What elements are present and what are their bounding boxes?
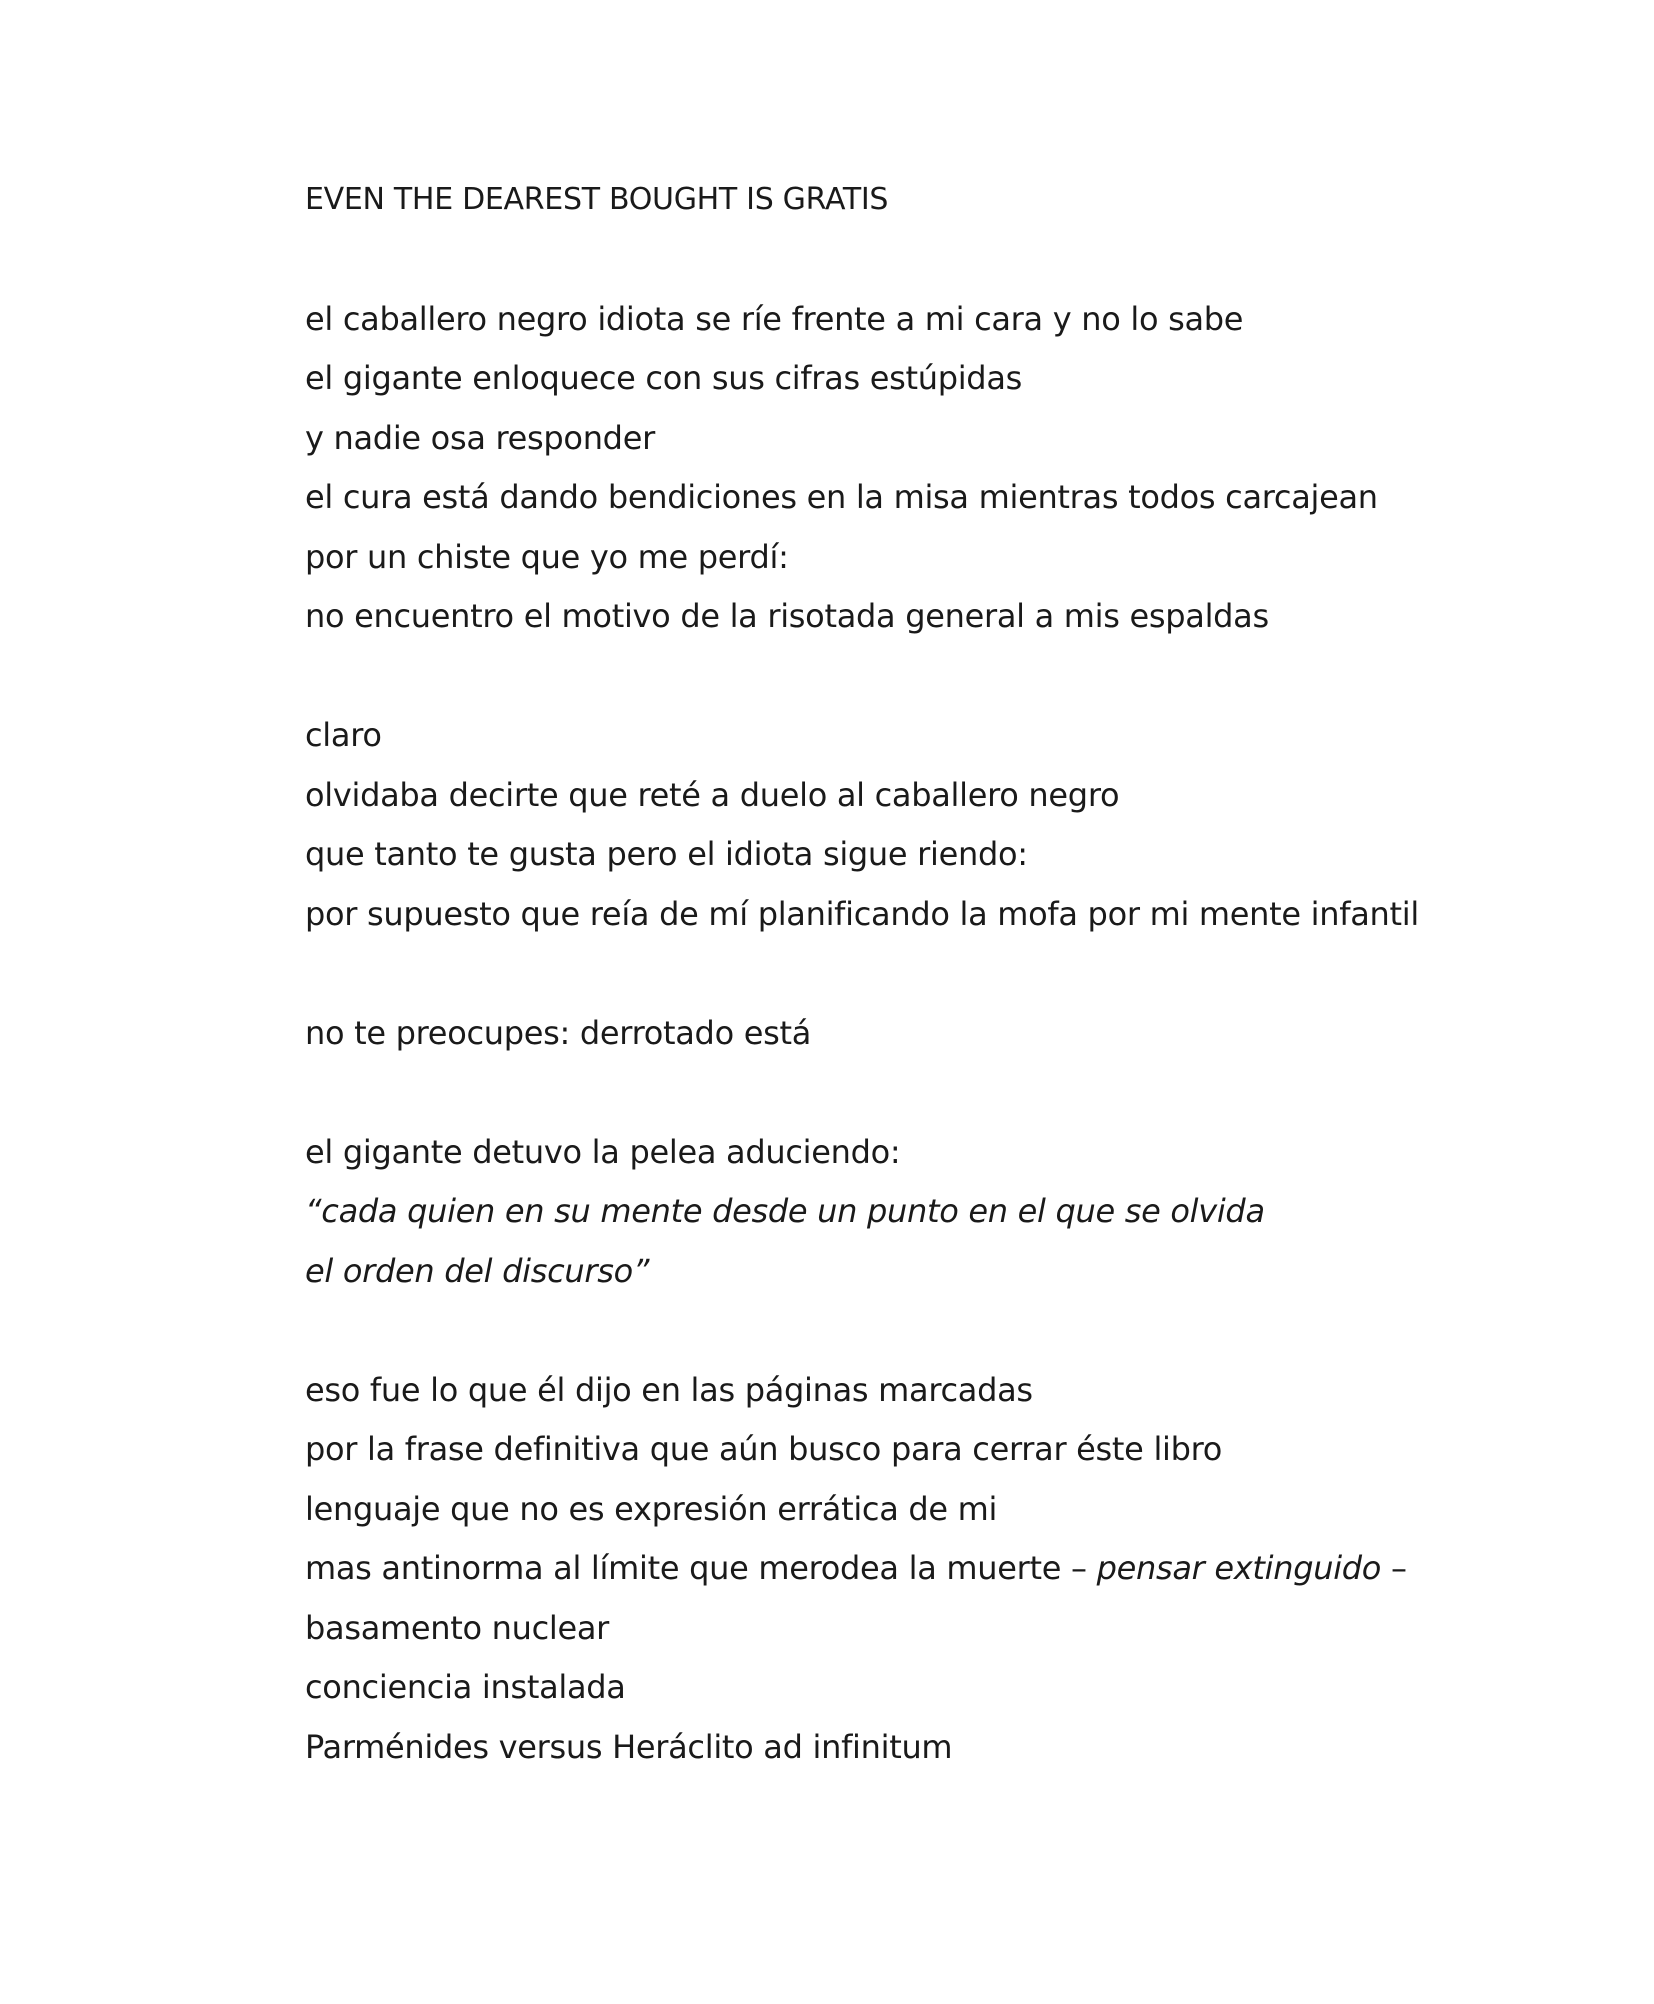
stanza-gap bbox=[305, 647, 1455, 707]
quoted-line: el orden del discurso” bbox=[305, 1251, 650, 1290]
poem-line: el cura está dando bendiciones en la misa mientras todos carcajean bbox=[305, 478, 1378, 516]
poem-line: eso fue lo que él dijo en las páginas marcadas bbox=[305, 1370, 1033, 1409]
poem-line: basamento nuclear bbox=[305, 1608, 610, 1647]
stanza-gap bbox=[305, 1301, 1455, 1361]
poem-line: que tanto te gusta pero el idiota sigue riendo: bbox=[305, 835, 1028, 873]
poem bbox=[305, 170, 1455, 1777]
stanza-gap bbox=[305, 230, 1455, 290]
poem-title: EVEN THE DEAREST BOUGHT IS GRATIS bbox=[305, 182, 889, 217]
stanza-gap bbox=[305, 944, 1455, 1004]
poem-line: el gigante enloquece con sus cifras estúpidas bbox=[305, 359, 1023, 397]
stanza-2 bbox=[305, 706, 1455, 944]
poem-line: conciencia instalada bbox=[305, 1668, 626, 1706]
poem-line: y nadie osa responder bbox=[305, 418, 655, 457]
poem-line: lenguaje que no es expresión errática de mi bbox=[305, 1489, 998, 1528]
stanza-gap bbox=[305, 1063, 1455, 1123]
poem-line: por la frase definitiva que aún busco para cerrar éste libro bbox=[305, 1430, 1223, 1468]
poem-line: Parménides versus Heráclito ad infinitum bbox=[305, 1727, 953, 1766]
stanza-3 bbox=[305, 1004, 1455, 1064]
quoted-line: “cada quien en su mente desde un punto en el que se olvida bbox=[305, 1192, 1265, 1230]
stanza-5 bbox=[305, 1361, 1455, 1778]
line-text: mas antinorma al límite que merodea la muerte – bbox=[305, 1549, 1097, 1587]
poem-line: por un chiste que yo me perdí: bbox=[305, 537, 789, 576]
poem-line: el gigante detuvo la pelea aduciendo: bbox=[305, 1132, 901, 1171]
poem-line: no encuentro el motivo de la risotada general a mis espaldas bbox=[305, 597, 1269, 635]
stanza-1 bbox=[305, 290, 1455, 647]
stanza-4 bbox=[305, 1123, 1455, 1302]
poem-line-mixed bbox=[305, 1539, 1455, 1599]
italic-phrase: pensar extinguido bbox=[1096, 1549, 1382, 1587]
poem-line: por supuesto que reía de mí planificando la mofa por mi mente infantil bbox=[305, 894, 1419, 933]
line-text: – bbox=[1381, 1549, 1407, 1587]
poem-line: olvidaba decirte que reté a duelo al caballero negro bbox=[305, 775, 1120, 814]
poem-line: el caballero negro idiota se ríe frente a mi cara y no lo sabe bbox=[305, 299, 1244, 338]
poem-line: claro bbox=[305, 716, 382, 754]
poem-line: no te preocupes: derrotado está bbox=[305, 1013, 812, 1052]
